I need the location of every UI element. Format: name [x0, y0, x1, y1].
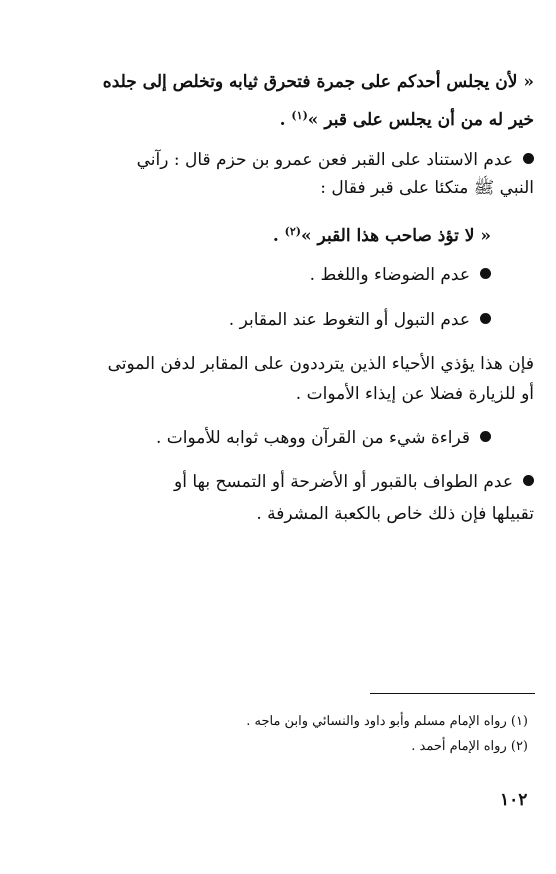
hadith-quote-line-1 — [103, 70, 534, 94]
hadith-quote-2 — [273, 220, 491, 248]
bullet-item-no-circumambulation-text-1: عدم الطواف بالقبور أو الأضرحة أو التمسح بها أو — [173, 472, 513, 492]
explanation-text-2: أو للزيارة فضلا عن إيذاء الأموات . — [295, 384, 534, 404]
bullet-item-no-leaning-text-2: النبي ﷺ متكئا على قبر فقال : — [320, 178, 534, 198]
bullet-item-no-circumambulation-line-2 — [256, 502, 534, 526]
footnote-separator — [370, 693, 535, 694]
footnote-1 — [246, 713, 528, 731]
bullet-item-no-noise — [310, 263, 491, 287]
explanation-line-1 — [108, 352, 534, 376]
hadith-quote-end-1: . — [279, 110, 292, 130]
footnote-2 — [411, 738, 528, 756]
bullet-icon — [523, 153, 534, 164]
hadith-quote-line-2 — [280, 104, 534, 132]
bullet-item-no-leaning-text-1: عدم الاستناد على القبر فعن عمرو بن حزم قال : رآني — [136, 150, 513, 170]
footnote-ref-1: (١) — [291, 109, 308, 122]
hadith-quote-2-text: « لا تؤذ صاحب هذا القبر » — [301, 226, 491, 246]
hadith-quote-2-end: . — [272, 226, 285, 246]
footnote-ref-2: (٢) — [284, 225, 302, 238]
bullet-icon — [480, 313, 491, 324]
bullet-item-quran-reading — [156, 426, 491, 450]
hadith-quote-text-2: خير له من أن يجلس على قبر » — [307, 110, 534, 130]
bullet-item-no-urination-text: عدم التبول أو التغوط عند المقابر . — [228, 310, 470, 330]
explanation-text-1: فإن هذا يؤذي الأحياء الذين يترددون على المقابر لدفن الموتى — [107, 354, 534, 374]
bullet-icon — [480, 268, 491, 279]
bullet-icon — [480, 431, 491, 442]
page-number: ١٠٢ — [500, 790, 528, 810]
bullet-item-no-noise-text: عدم الضوضاء واللغط . — [309, 265, 470, 285]
explanation-line-2 — [296, 382, 534, 406]
bullet-item-no-leaning-line-1 — [137, 148, 534, 172]
bullet-item-quran-reading-text: قراءة شيء من القرآن ووهب ثوابه للأموات . — [155, 428, 470, 448]
bullet-item-no-leaning-line-2 — [320, 176, 534, 200]
bullet-item-no-circumambulation-text-2: تقبيلها فإن ذلك خاص بالكعبة المشرفة . — [256, 504, 534, 524]
bullet-item-no-urination — [229, 308, 491, 332]
bullet-icon — [523, 475, 534, 486]
footnote-2-text: (٢) رواه الإمام أحمد . — [411, 739, 528, 754]
bullet-item-no-circumambulation-line-1 — [174, 470, 534, 494]
footnote-1-text: (١) رواه الإمام مسلم وأبو داود والنسائي وابن ماجه . — [246, 714, 528, 729]
hadith-quote-text-1: « لأن يجلس أحدكم على جمرة فتحرق ثيابه وتخلص إلى جلده — [102, 72, 534, 92]
